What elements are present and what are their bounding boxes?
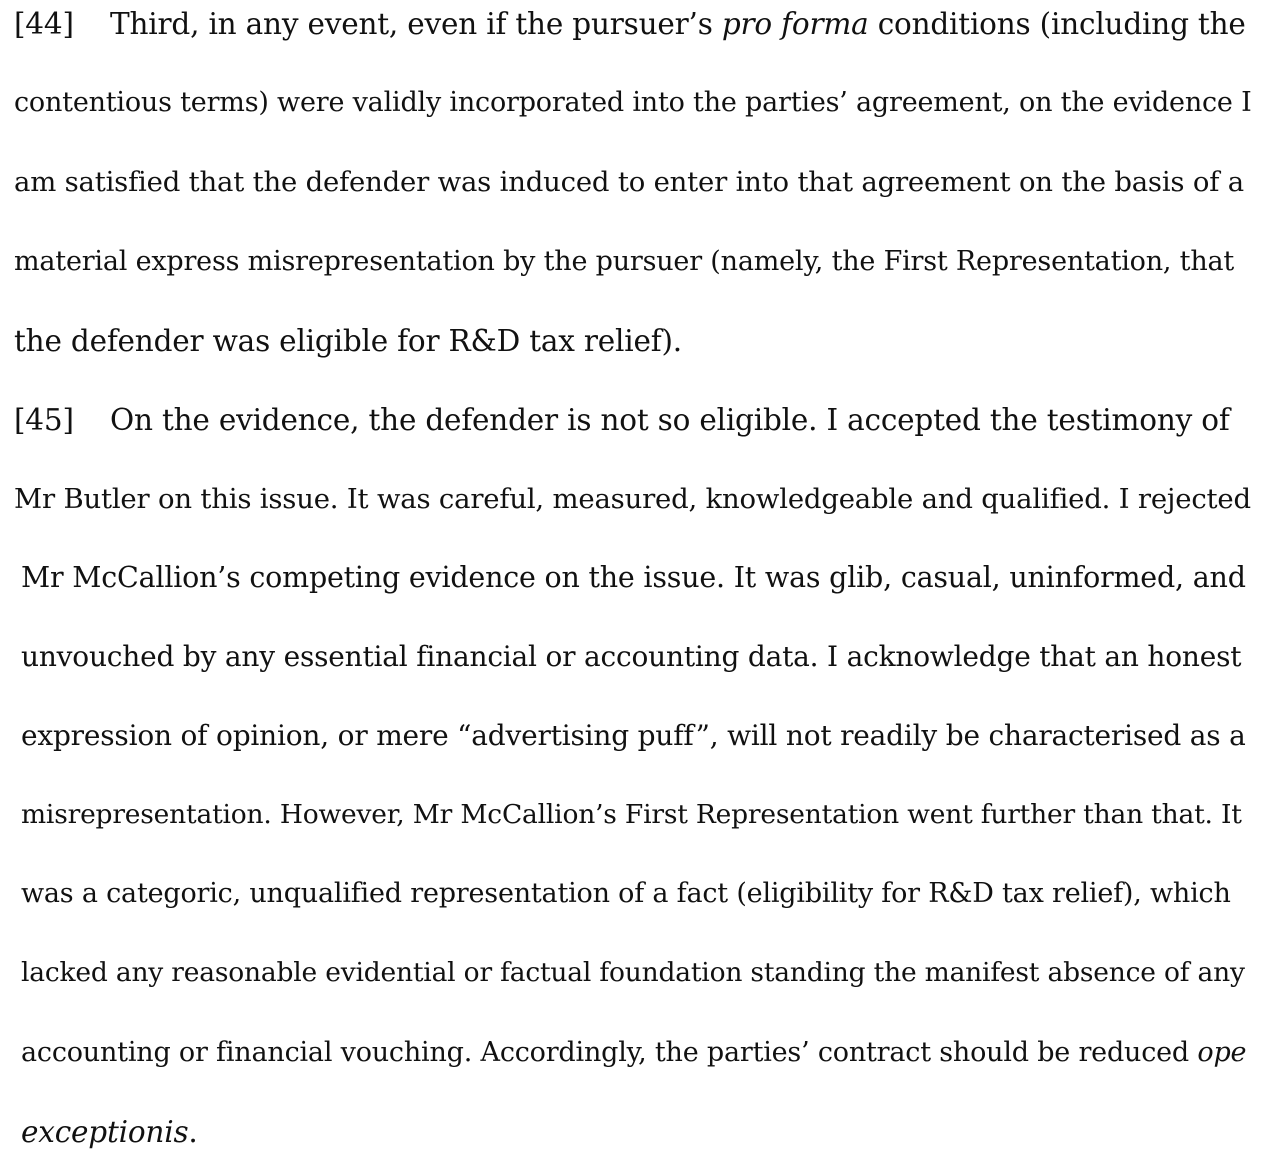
paragraph-line <box>14 7 1246 41</box>
paragraph-number: [44] <box>14 7 74 41</box>
paragraph-line <box>14 403 1230 437</box>
paragraph-line: material express misrepresentation by the pursuer (namely, the First Representation, that <box>14 246 1235 277</box>
text-segment: conditions (including the <box>868 7 1246 41</box>
text-segment: On the evidence, the defender is not so eligible. I accepted the testimony of <box>110 403 1230 437</box>
paragraph-line: am satisfied that the defender was induced to enter into that agreement on the basis of a <box>14 166 1244 198</box>
paragraph-line: Mr Butler on this issue. It was careful, measured, knowledgeable and qualified. I rejected <box>14 483 1251 515</box>
italic-term: pro forma <box>721 7 869 41</box>
paragraph-line: the defender was eligible for R&D tax relief). <box>14 324 682 358</box>
paragraph-line: expression of opinion, or mere “advertising puff”, will not readily be characterised as a <box>21 719 1246 752</box>
italic-term: exceptionis <box>21 1115 189 1149</box>
paragraph-line <box>21 1115 198 1149</box>
paragraph-line: misrepresentation. However, Mr McCallion’s First Representation went further than that. It <box>21 799 1242 830</box>
paragraph-line: contentious terms) were validly incorporated into the parties’ agreement, on the evidence I <box>14 87 1252 118</box>
paragraph-line: lacked any reasonable evidential or factual foundation standing the manifest absence of any <box>21 957 1245 988</box>
paragraph-line: unvouched by any essential financial or accounting data. I acknowledge that an honest <box>21 640 1242 673</box>
text-segment: accounting or financial vouching. Accordingly, the parties’ contract should be reduced <box>21 1037 1198 1068</box>
paragraph-line: Mr McCallion’s competing evidence on the issue. It was glib, casual, uninformed, and <box>21 561 1246 594</box>
paragraph-number: [45] <box>14 403 74 437</box>
text-segment: . <box>188 1115 198 1149</box>
text-segment: Third, in any event, even if the pursuer’s <box>110 7 722 41</box>
paragraph-line: was a categoric, unqualified representation of a fact (eligibility for R&D tax relief), which <box>21 878 1231 909</box>
paragraph-line <box>21 1036 1246 1070</box>
italic-term: ope <box>1197 1037 1247 1068</box>
